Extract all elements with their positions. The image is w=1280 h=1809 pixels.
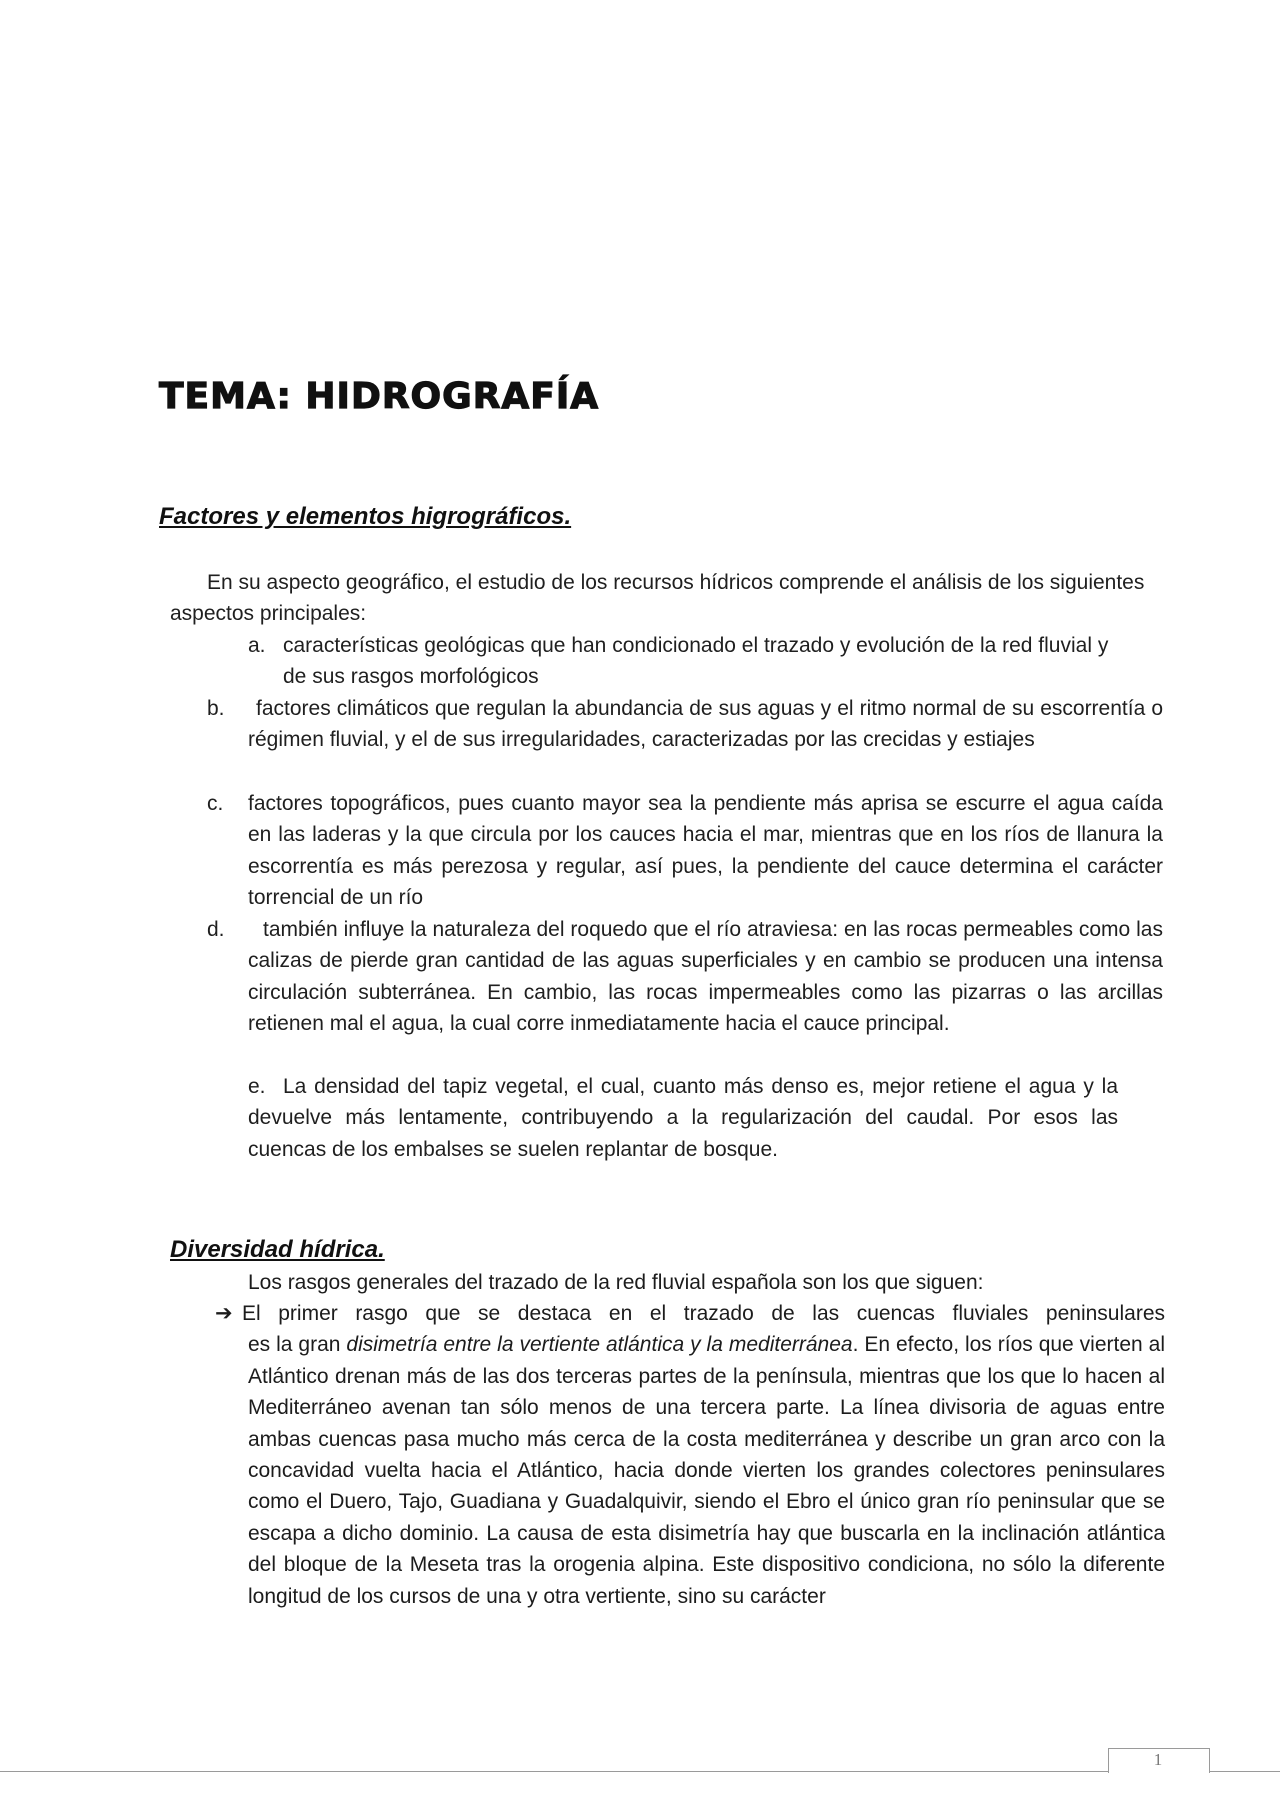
arrow-right-icon: ➔: [215, 1302, 233, 1325]
bullet-item-disimetria: [215, 1298, 1165, 1612]
bullet-emphasis: disimetría entre la vertiente atlántica y la mediterránea: [346, 1333, 853, 1357]
footer-rule: [0, 1771, 1280, 1772]
section2-intro: Los rasgos generales del trazado de la red fluvial española son los que siguen:: [248, 1271, 984, 1294]
list-item-text: también influye la naturaleza del roquedo que el río atraviesa: en las rocas permeables como las calizas de pierde gran cantidad de las aguas superficiales y en cambio se producen una intensa circulación subterránea. En cambio, las rocas impermeables como las pizarras o las arcillas retienen mal el agua, la cual corre inmediatamente hacia el cauce principal.: [248, 918, 1163, 1036]
bullet-first-line: El primer rasgo que se destaca en el trazado de las cuencas fluviales peninsulares: [242, 1302, 1165, 1325]
section-heading-diversidad: Diversidad hídrica.: [170, 1236, 385, 1263]
list-item-d: [207, 914, 1163, 1040]
list-item-e: [248, 1071, 1118, 1165]
list-item-c: [207, 788, 1163, 914]
list-item-label: c.: [207, 792, 224, 815]
section1-intro-paragraph: En su aspecto geográfico, el estudio de los recursos hídricos comprende el análisis de los siguientes aspectos principales:: [170, 571, 1145, 626]
list-item-label: a.: [248, 634, 266, 657]
list-item-text: factores topográficos, pues cuanto mayor sea la pendiente más aprisa se escurre el agua caída en las laderas y la que circula por los cauces hacia el mar, mientras que en los ríos de llanura la escorrentía es más perezosa y regular, así pues, la pendiente del cauce determina el carácter torrencial de un río: [248, 792, 1163, 910]
list-item-a: [248, 630, 1118, 693]
list-item-label: b.: [207, 697, 225, 720]
bullet-text-rest: . En efecto, los ríos que vierten al Atlántico drenan más de las dos terceras partes de la península, mientras que los que lo hacen al Mediterráneo avenan tan sólo menos de una tercera parte. La línea divisoria de aguas entre ambas cuencas pasa mucho más cerca de la costa mediterránea y describe un gran arco con la concavidad vuelta hacia el Atlántico, hacia donde vierten los grandes colectores peninsulares como el Duero, Tajo, Guadiana y Guadalquivir, siendo el Ebro el único gran río peninsular que se escapa a dicho dominio. La causa de esta disimetría hay que buscarla en la inclinación atlántica del bloque de la Meseta tras la orogenia alpina. Este dispositivo condiciona, no sólo la diferente longitud de los cursos de una y otra vertiente, sino su carácter: [248, 1333, 1165, 1608]
section-heading-factores: Factores y elementos higrográficos.: [159, 503, 572, 530]
bullet-continuation: [215, 1329, 1165, 1612]
page-title: TEMA: HIDROGRAFÍA: [159, 376, 600, 417]
bullet-text-pre: es la gran: [248, 1333, 341, 1357]
list-item-text: características geológicas que han condicionado el trazado y evolución de la red fluvial y de sus rasgos morfológicos: [283, 634, 1109, 689]
page-number: 1: [1153, 1750, 1163, 1769]
list-item-label: e.: [248, 1075, 266, 1098]
list-item-label: d.: [207, 918, 225, 941]
list-item-text: factores climáticos que regulan la abundancia de sus aguas y el ritmo normal de su escorrentía o régimen fluvial, y el de sus irregularidades, caracterizadas por las crecidas y estiajes: [248, 697, 1163, 752]
list-item-text: La densidad del tapiz vegetal, el cual, cuanto más denso es, mejor retiene el agua y la devuelve más lentamente, contribuyendo a la regularización del caudal. Por esos las cuencas de los embalses se suelen replantar de bosque.: [248, 1075, 1118, 1161]
list-item-b: [207, 693, 1163, 756]
